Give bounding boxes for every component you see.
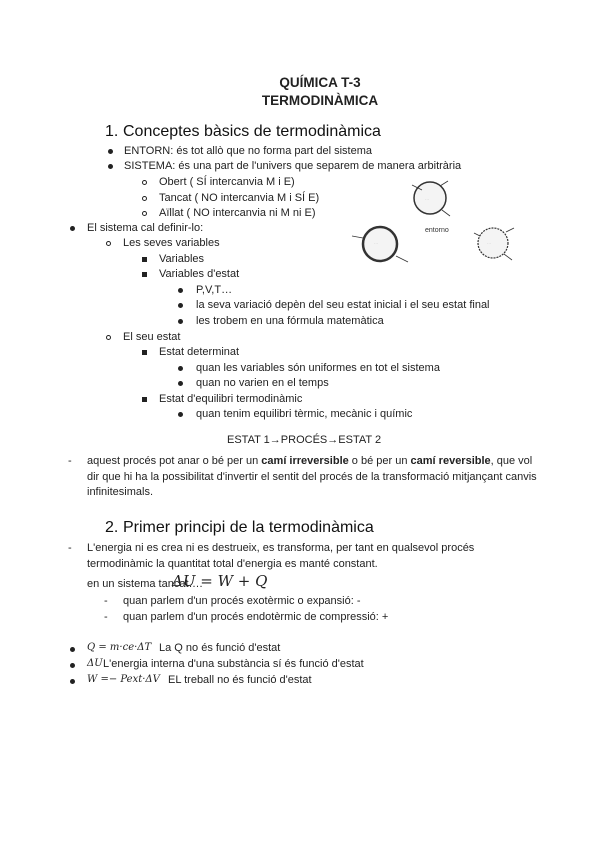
seves-variables: Les seves variables bbox=[123, 237, 220, 249]
svg-text:. . .: . . . bbox=[425, 197, 430, 201]
closed-system-circle bbox=[363, 227, 397, 261]
dash-bullet-icon: - bbox=[68, 455, 72, 467]
cami-irreversible: camí irreversible bbox=[261, 455, 349, 467]
formula-item: les trobem en una fórmula matemàtica bbox=[196, 315, 384, 327]
ring-bullet-icon bbox=[142, 180, 147, 185]
ring-bullet-icon bbox=[142, 211, 147, 216]
bullet-icon bbox=[70, 226, 75, 231]
doc-title-line-1: QUÍMICA T-3 bbox=[279, 75, 361, 90]
energia-line-2: termodinàmic la quantitat total d'energia es manté constant. bbox=[87, 558, 378, 570]
flow-proces: PROCÉS bbox=[280, 434, 328, 446]
ring-bullet-icon bbox=[106, 241, 111, 246]
section-1-heading: Conceptes bàsics de termodinàmica bbox=[123, 123, 381, 140]
u-text: L'energia interna d'una substància sí és funció d'estat bbox=[103, 658, 364, 670]
w-text: EL treball no és funció d'estat bbox=[168, 674, 312, 686]
sistema-definition: SISTEMA: és una part de l'univers que separem de manera arbitrària bbox=[124, 160, 462, 172]
energia-line-1: L'energia ni es crea ni es destrueix, es transforma, per tant en qualsevol procés bbox=[87, 542, 475, 554]
temps-item: quan no varien en el temps bbox=[196, 377, 329, 389]
bullet-icon bbox=[178, 381, 183, 386]
section-2-number: 2. bbox=[105, 519, 119, 536]
square-bullet-icon bbox=[142, 257, 147, 262]
square-bullet-icon bbox=[142, 350, 147, 355]
isolated-system-circle bbox=[478, 228, 508, 258]
equilibri-item: quan tenim equilibri tèrmic, mecànic i químic bbox=[196, 408, 413, 420]
reversible-label: reversible bbox=[438, 455, 491, 467]
square-bullet-icon bbox=[142, 397, 147, 402]
para-text: aquest procés pot anar o bé per un bbox=[87, 455, 262, 467]
variables-item: Variables bbox=[159, 253, 205, 265]
u-formula: ΔU bbox=[87, 658, 103, 669]
uniformes-item: quan les variables són uniformes en tot el sistema bbox=[196, 362, 440, 374]
estat-equilibri: Estat d'equilibri termodinàmic bbox=[159, 393, 303, 405]
bullet-icon bbox=[70, 663, 75, 668]
first-law-equation: ΔU = W + Q bbox=[172, 572, 268, 590]
sistema-definir: El sistema cal definir-lo: bbox=[87, 222, 204, 234]
entorno-label: entorno bbox=[425, 227, 449, 234]
system-types-diagram bbox=[330, 178, 545, 270]
flow-estat-1: ESTAT 1 bbox=[227, 434, 270, 446]
open-system-circle bbox=[414, 182, 446, 214]
bullet-icon bbox=[178, 366, 183, 371]
doc-title-line-2: TERMODINÀMICA bbox=[261, 93, 379, 108]
endotermic-item: quan parlem d'un procés endotèrmic de compressió: + bbox=[123, 611, 389, 623]
sistema-obert: Obert ( SÍ intercanvia M i E) bbox=[159, 176, 295, 188]
ring-bullet-icon bbox=[142, 196, 147, 201]
bullet-icon bbox=[178, 412, 183, 417]
arrow-right-icon: → bbox=[327, 434, 339, 446]
dash-bullet-icon: - bbox=[104, 595, 108, 607]
exotermic-item: quan parlem d'un procés exotèrmic o expansió: - bbox=[123, 595, 361, 607]
square-bullet-icon bbox=[142, 272, 147, 277]
bullet-icon bbox=[70, 679, 75, 684]
bullet-icon bbox=[178, 303, 183, 308]
ring-bullet-icon bbox=[106, 335, 111, 340]
para-text: , que vol dir que hi ha la possibilitat d'invertir el sentit del procés de la transformació mitjançant canvis infinitesimals. bbox=[87, 455, 537, 498]
svg-text:. . .: . . . bbox=[487, 241, 492, 245]
variacio-item: la seva variació depèn del seu estat inicial i el seu estat final bbox=[196, 299, 490, 311]
bullet-icon bbox=[70, 647, 75, 652]
arrow-right-icon: → bbox=[269, 434, 281, 446]
section-2-heading: Primer principi de la termodinàmica bbox=[123, 519, 374, 536]
estat-determinat: Estat determinat bbox=[159, 346, 240, 358]
para-text: o bé per un bbox=[348, 455, 411, 467]
cami-label: camí bbox=[410, 455, 436, 467]
cami-paragraph bbox=[87, 454, 537, 501]
bullet-icon bbox=[108, 149, 113, 154]
variables-estat-item: Variables d'estat bbox=[159, 268, 240, 280]
tancat-prefix: en un sistema tancat…. bbox=[87, 578, 203, 590]
bullet-icon bbox=[178, 319, 183, 324]
dash-bullet-icon: - bbox=[104, 611, 108, 623]
sistema-aillat: Aïllat ( NO intercanvia ni M ni E) bbox=[159, 207, 316, 219]
pvt-item: P,V,T… bbox=[196, 284, 233, 296]
seu-estat: El seu estat bbox=[123, 331, 181, 343]
bullet-icon bbox=[108, 164, 113, 169]
svg-text:. . .: . . . bbox=[374, 241, 379, 245]
bullet-icon bbox=[178, 288, 183, 293]
flow-estat-2: ESTAT 2 bbox=[338, 434, 382, 446]
estat-flow bbox=[227, 433, 381, 447]
dash-bullet-icon: - bbox=[68, 542, 72, 554]
entorn-definition: ENTORN: és tot allò que no forma part del sistema bbox=[124, 145, 373, 157]
sistema-tancat: Tancat ( NO intercanvia M i SÍ E) bbox=[159, 192, 320, 204]
w-formula: W =− Pext·ΔV bbox=[87, 674, 160, 685]
q-text: La Q no és funció d'estat bbox=[159, 642, 281, 654]
q-formula: Q = m·ce·ΔT bbox=[87, 642, 152, 653]
section-1-number: 1. bbox=[105, 123, 119, 140]
